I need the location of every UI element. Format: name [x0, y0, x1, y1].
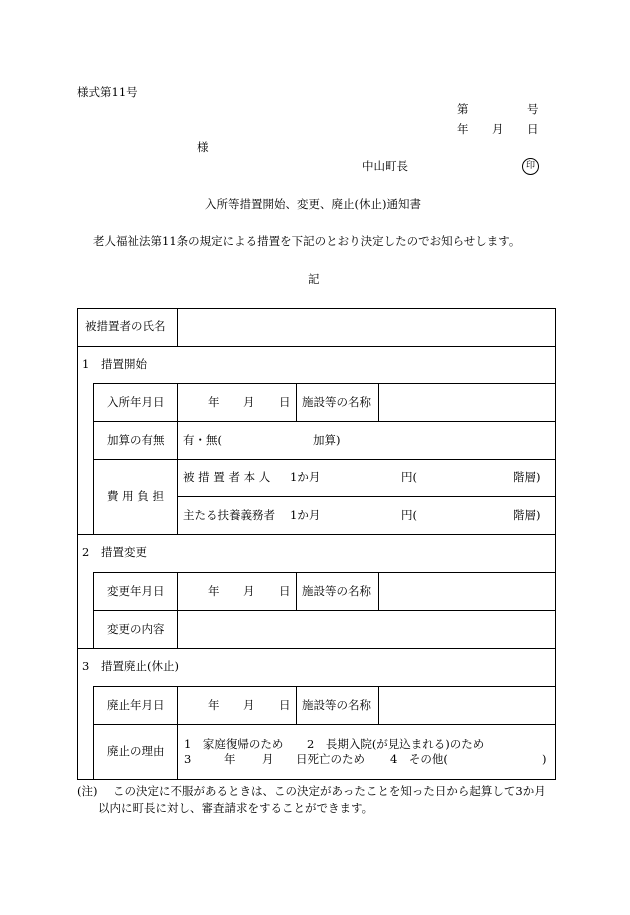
form-number: 様式第11号 — [77, 85, 138, 99]
cost-row-2-period: 1か月 — [290, 508, 321, 522]
section2-num: 2 — [82, 545, 90, 559]
facility-label-3: 施設等の名称 — [302, 698, 371, 712]
section3-num: 3 — [82, 659, 90, 673]
doc-no-prefix: 第 — [457, 102, 469, 116]
body-text: 老人福祉法第11条の規定による措置を下記のとおり決定したのでお知らせします。 — [93, 234, 521, 248]
end-month: 月 — [243, 698, 255, 712]
doc-no-suffix: 号 — [527, 102, 539, 116]
change-year: 年 — [208, 584, 220, 598]
change-day: 日 — [279, 584, 291, 598]
change-content-label: 変更の内容 — [107, 622, 165, 636]
cost-row-1-who: 被 措 置 者 本 人 — [183, 470, 271, 484]
change-month: 月 — [243, 584, 255, 598]
addition-value: 有・無( — [183, 433, 222, 447]
ki-heading: 記 — [308, 272, 320, 286]
section2-heading: 措置変更 — [101, 545, 147, 559]
end-date-label: 廃止年月日 — [107, 698, 165, 712]
reason-4: 4 その他( — [390, 752, 448, 766]
end-year: 年 — [208, 698, 220, 712]
cost-row-1-period: 1か月 — [290, 470, 321, 484]
admission-year: 年 — [208, 395, 220, 409]
reason-1: 1 家庭復帰のため — [184, 737, 284, 751]
date-month: 月 — [492, 122, 504, 136]
cost-label: 費 用 負 担 — [107, 489, 164, 503]
addition-suffix: 加算) — [313, 433, 341, 447]
facility-label-1: 施設等の名称 — [302, 395, 371, 409]
name-label: 被措置者の氏名 — [85, 319, 166, 333]
note-line-1: この決定に不服があるときは、この決定があったことを知った日から起算して3か月 — [113, 784, 546, 798]
section1-num: 1 — [82, 357, 90, 371]
admission-date-label: 入所年月日 — [107, 395, 165, 409]
issuer: 中山町長 — [362, 159, 408, 173]
end-day: 日 — [279, 698, 291, 712]
reason-2: 2 長期入院(が見込まれる)のため — [307, 737, 485, 751]
date-day: 日 — [527, 122, 539, 136]
cost-row-2-yen: 円( — [401, 508, 417, 522]
reason-3-month: 月 — [262, 752, 274, 766]
addition-label: 加算の有無 — [107, 433, 165, 447]
cost-row-1-yen: 円( — [401, 470, 417, 484]
date-year: 年 — [457, 122, 469, 136]
note-line-2: 以内に町長に対し、審査請求をすることができます。 — [98, 801, 374, 815]
cost-row-2-who: 主たる扶養義務者 — [183, 508, 275, 522]
facility-label-2: 施設等の名称 — [302, 584, 371, 598]
seal-mark: 印 — [522, 158, 539, 175]
addressee-suffix: 様 — [197, 140, 209, 154]
document-title: 入所等措置開始、変更、廃止(休止)通知書 — [205, 197, 421, 211]
reason-3-num: 3 — [184, 752, 192, 766]
cost-row-2-tier: 階層) — [513, 508, 541, 522]
reason-3-text: 日死亡のため — [296, 752, 365, 766]
reason-3-year: 年 — [224, 752, 236, 766]
change-date-label: 変更年月日 — [107, 584, 165, 598]
section1-heading: 措置開始 — [101, 357, 147, 371]
section3-heading: 措置廃止(休止) — [101, 659, 179, 673]
cost-row-1-tier: 階層) — [513, 470, 541, 484]
reason-label: 廃止の理由 — [107, 744, 165, 758]
note-label: (注) — [77, 784, 98, 798]
admission-month: 月 — [243, 395, 255, 409]
admission-day: 日 — [279, 395, 291, 409]
reason-4-close: ) — [542, 752, 547, 766]
